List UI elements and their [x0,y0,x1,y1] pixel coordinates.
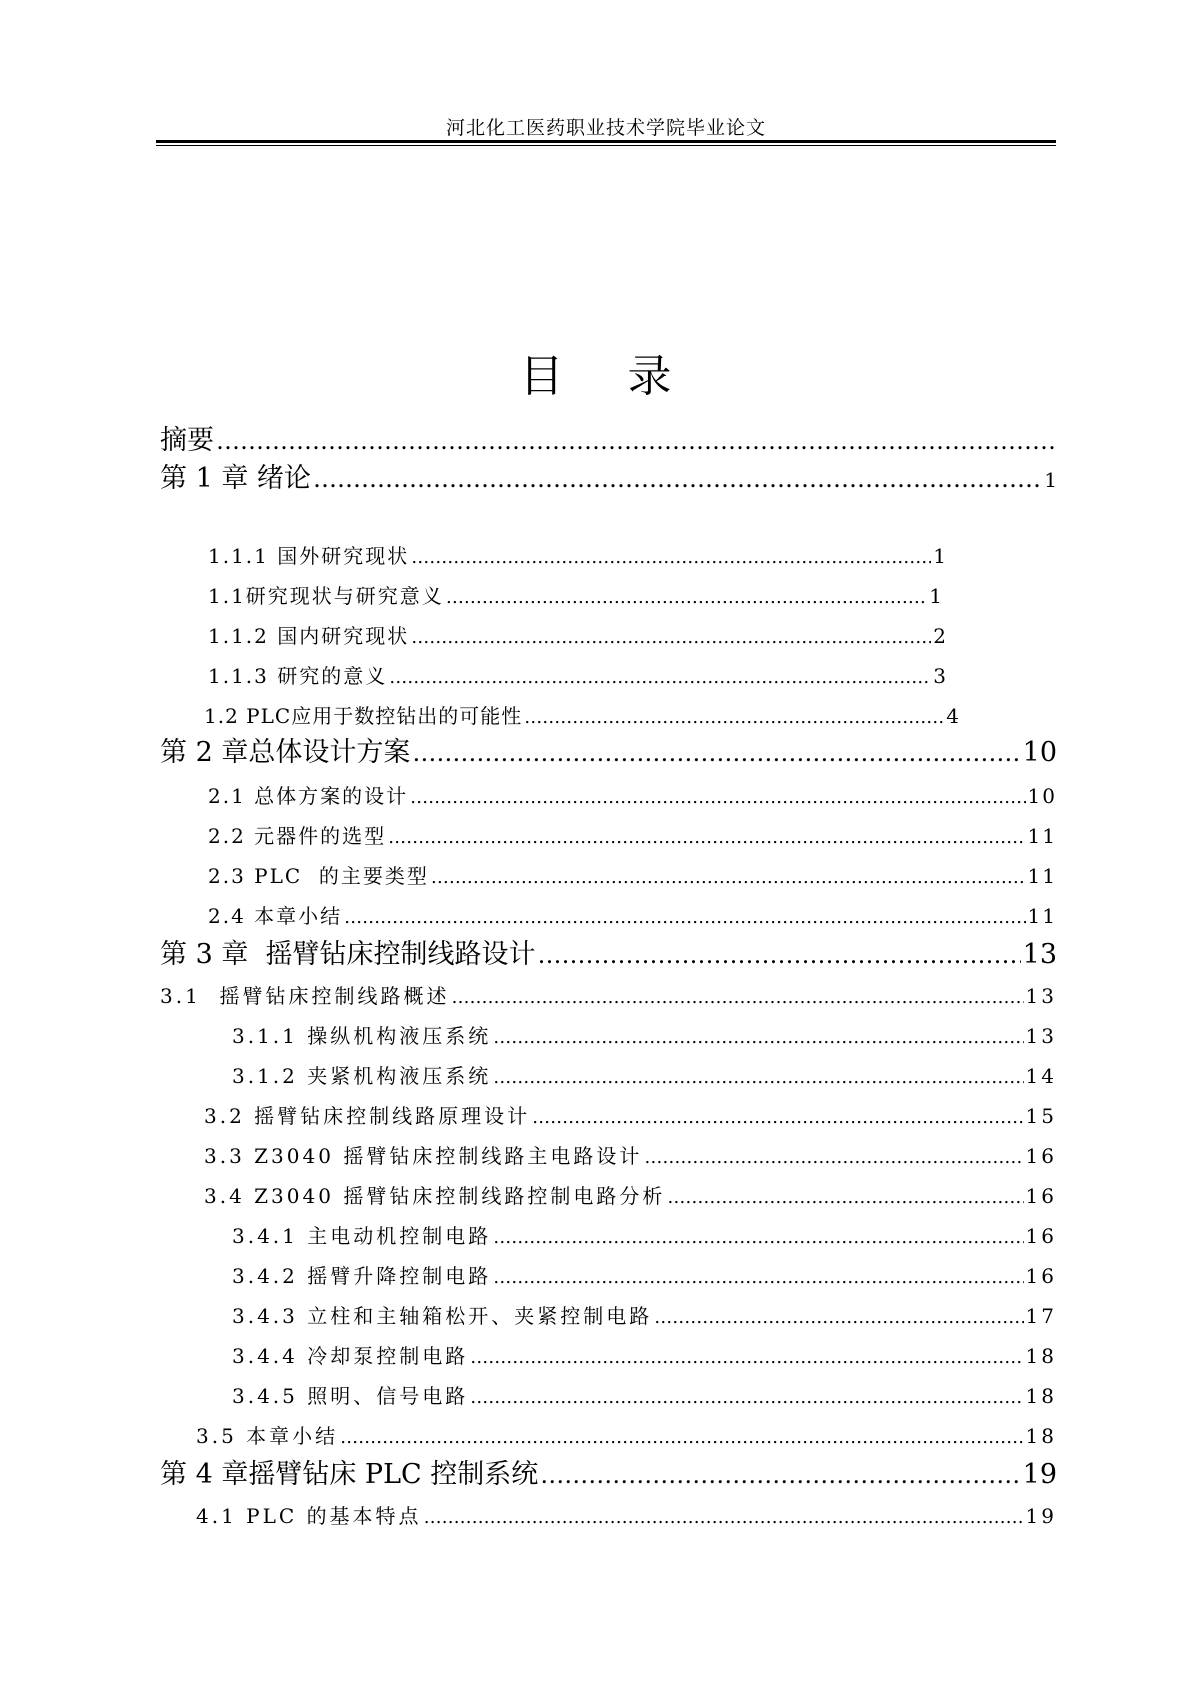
toc-entry-label: 2.1 总体方案的设计 [208,784,409,808]
toc-entry-page: 16 [1025,1144,1057,1168]
toc-entry-label: 1.1.1 国外研究现状 [208,544,410,568]
toc-entry-label: 3.4 Z3040 摇臂钻床控制线路控制电路分析 [204,1184,666,1208]
toc-entry[interactable] [232,1300,1057,1330]
toc-leader [412,739,1020,767]
toc-leader [654,1307,1023,1328]
toc-entry-label: 1.1研究现状与研究意义 [208,584,444,608]
toc-entry[interactable] [232,1220,1057,1250]
toc-title-char-1: 目 [519,351,564,402]
toc-entry[interactable] [160,456,1057,494]
toc-entry[interactable] [160,730,1057,768]
running-header: 河北化工医药职业技术学院毕业论文 [445,117,766,139]
toc-entry[interactable] [232,1340,1057,1370]
toc-entry-page: 1 [929,584,944,608]
toc-entry[interactable] [208,580,944,610]
toc-leader [538,941,1021,969]
toc-entry[interactable] [160,980,1057,1010]
toc-entry-label: 3.1.2 夹紧机构液压系统 [232,1064,492,1088]
toc-leader [410,787,1025,808]
toc-entry-page: 10 [1022,737,1057,768]
toc-entry[interactable] [204,1180,1057,1210]
toc-entry-label: 第 1 章 绪论 [160,463,311,494]
toc-entry-page: 15 [1025,1104,1057,1128]
toc-entry-page: 18 [1025,1384,1057,1408]
toc-leader [470,1387,1023,1408]
toc-entry-page: 2 [933,624,948,648]
toc-entry-page: 16 [1025,1264,1057,1288]
toc-title-char-2: 录 [627,351,672,402]
toc-entry[interactable] [208,900,1057,930]
toc-entry-label: 3.5 本章小结 [196,1424,339,1448]
toc-entry-page: 18 [1025,1424,1057,1448]
toc-leader [344,907,1025,928]
toc-entry-page: 4 [946,704,960,728]
toc-leader [424,1507,1024,1528]
toc-entry[interactable] [160,932,1057,970]
toc-leader [470,1347,1023,1368]
toc-entry-label: 第 4 章摇臂钻床 PLC 控制系统 [160,1459,539,1490]
toc-leader [389,667,931,688]
toc-entry[interactable] [204,1140,1057,1170]
toc-entry-label: 3.1.1 操纵机构液压系统 [232,1024,492,1048]
toc-entry[interactable] [160,1452,1057,1490]
toc-leader [540,1461,1020,1489]
toc-entry-label: 第 3 章 摇臂钻床控制线路设计 [160,939,536,970]
toc-entry-page: 16 [1025,1224,1057,1248]
toc-entry-label: 3.3 Z3040 摇臂钻床控制线路主电路设计 [204,1144,643,1168]
toc-entry-label: 3.4.2 摇臂升降控制电路 [232,1264,492,1288]
toc-entry-label: 3.4.3 立柱和主轴箱松开、夹紧控制电路 [232,1304,653,1328]
toc-entry[interactable] [204,1100,1057,1130]
toc-leader [340,1427,1023,1448]
toc-entry[interactable] [196,1500,1057,1530]
toc-entry-label: 2.4 本章小结 [208,904,343,928]
toc-entry[interactable] [160,418,1057,456]
toc-leader [313,465,1042,493]
toc-entry-label: 摘要 [160,425,214,456]
toc-entry[interactable] [232,1020,1057,1050]
toc-entry[interactable] [232,1060,1057,1090]
toc-entry-page: 10 [1027,784,1057,808]
toc-entry-page: 17 [1025,1304,1057,1328]
toc-leader [431,867,1026,888]
toc-entry-page: 11 [1027,864,1057,888]
toc-leader [452,987,1024,1008]
toc-entry-page: 11 [1027,904,1057,928]
toc-leader [532,1107,1023,1128]
toc-entry-page: 18 [1025,1344,1057,1368]
toc-entry-page: 13 [1025,1024,1057,1048]
toc-entry[interactable] [208,820,1057,850]
toc-entry-page: 16 [1025,1184,1057,1208]
toc-entry[interactable] [208,860,1057,890]
toc-leader [411,627,931,648]
toc-leader [446,587,927,608]
toc-entry[interactable] [204,700,960,730]
toc-entry[interactable] [232,1380,1057,1410]
toc-leader [493,1067,1023,1088]
toc-entry[interactable] [208,660,948,690]
toc-leader [411,547,931,568]
toc-entry-label: 4.1 PLC 的基本特点 [196,1504,422,1528]
toc-entry-label: 第 2 章总体设计方案 [160,737,411,768]
toc-entry-label: 3.2 摇臂钻床控制线路原理设计 [204,1104,531,1128]
toc-leader [216,427,1055,455]
toc-entry[interactable] [208,620,948,650]
toc-leader [524,707,944,728]
toc-entry-page: 19 [1022,1459,1057,1490]
toc-entry-label: 1.2 PLC应用于数控钻出的可能性 [204,704,523,728]
toc-entry[interactable] [196,1420,1057,1450]
toc-entry-page: 11 [1027,824,1057,848]
toc-leader [493,1027,1023,1048]
toc-entry-label: 3.4.5 照明、信号电路 [232,1384,469,1408]
toc-entry-label: 1.1.2 国内研究现状 [208,624,410,648]
toc-entry-page: 3 [933,664,948,688]
toc-leader [388,827,1025,848]
toc-entry-label: 2.3 PLC 的主要类型 [208,864,429,888]
toc-entry-page: 19 [1025,1504,1057,1528]
toc-entry-page: 13 [1022,939,1057,970]
toc-leader [667,1187,1023,1208]
toc-entry-label: 1.1.3 研究的意义 [208,664,388,688]
toc-entry-label: 3.4.1 主电动机控制电路 [232,1224,492,1248]
toc-entry-label: 3.1 摇臂钻床控制线路概述 [160,984,450,1008]
toc-leader [493,1227,1023,1248]
toc-entry-label: 2.2 元器件的选型 [208,824,387,848]
toc-entry[interactable] [208,540,948,570]
toc-entry-page: 1 [933,544,948,568]
toc-leader [493,1267,1023,1288]
toc-entry[interactable] [208,780,1057,810]
toc-entry-page: 1 [1044,468,1057,492]
toc-entry[interactable] [232,1260,1057,1290]
toc-entry-page: 14 [1025,1064,1057,1088]
toc-entry-label: 3.4.4 冷却泵控制电路 [232,1344,469,1368]
toc-leader [644,1147,1023,1168]
toc-entry-page: 13 [1025,984,1057,1008]
